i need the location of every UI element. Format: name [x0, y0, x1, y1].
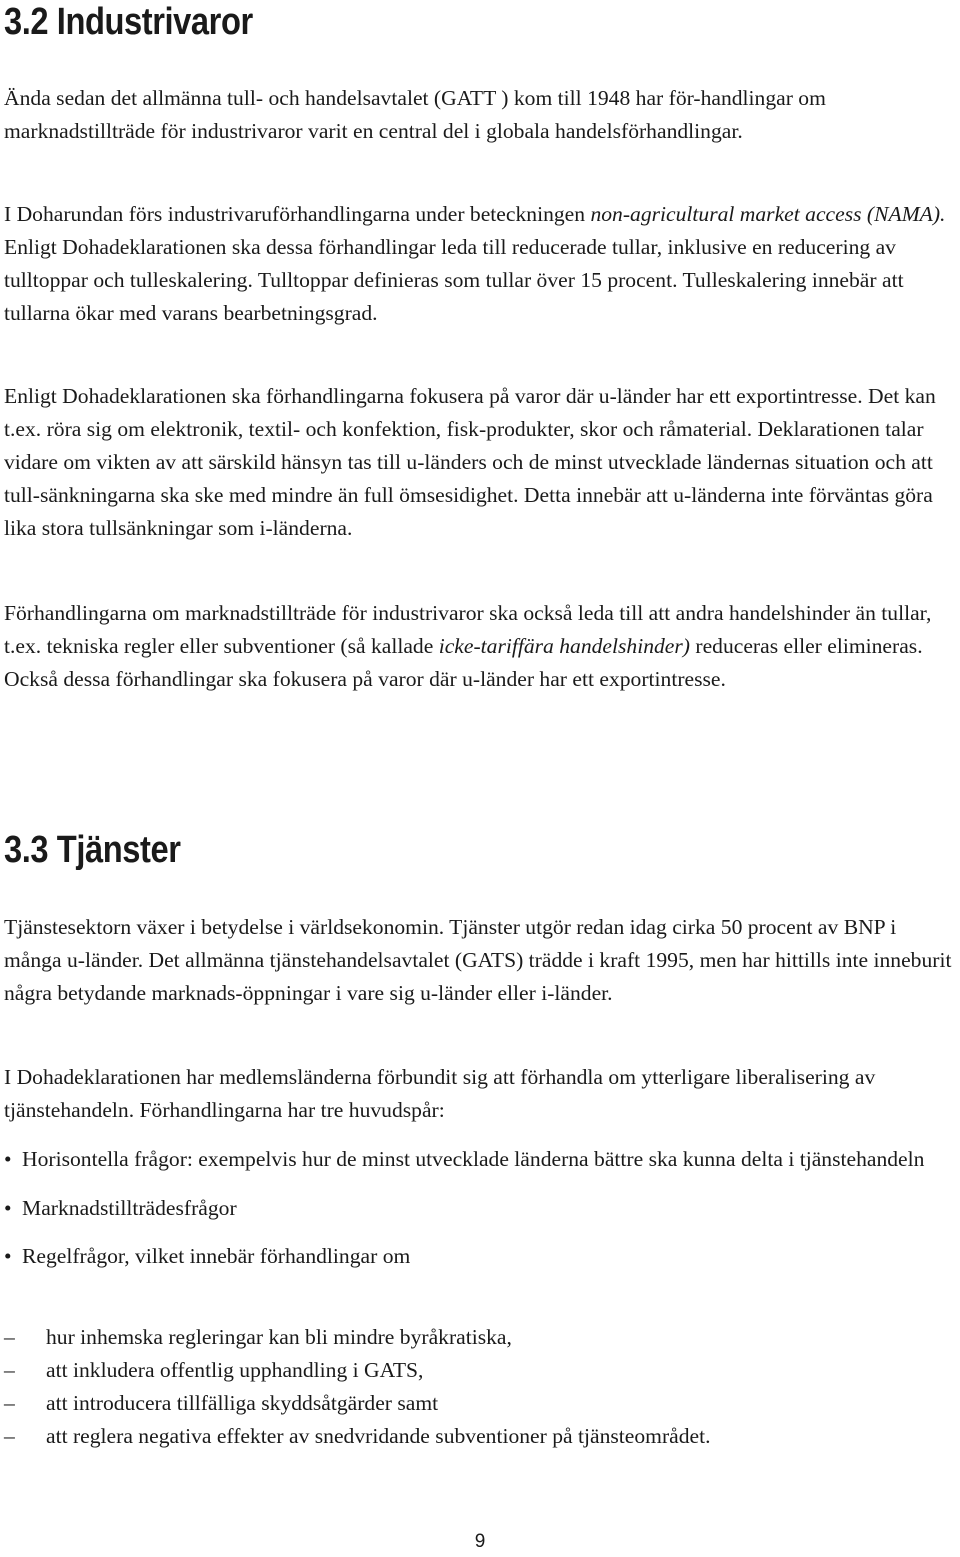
section-heading-industrivaror: 3.2 Industrivaror: [4, 1, 253, 43]
list-item-text: Marknadstillträdesfrågor: [22, 1196, 237, 1220]
sub-list-item-text: hur inhemska regleringar kan bli mindre byråkratiska,: [46, 1325, 512, 1349]
sub-list-item: [4, 1387, 956, 1420]
regulation-sublist: [4, 1321, 956, 1453]
paragraph: [4, 82, 956, 148]
bullet-icon: •: [4, 1244, 12, 1268]
dash-icon: –: [4, 1325, 15, 1349]
italic-term: icke-tariffära handelshinder): [438, 634, 690, 658]
bullet-icon: •: [4, 1196, 12, 1220]
paragraph: [4, 597, 956, 696]
paragraph: [4, 1061, 956, 1127]
paragraph-text: Förhandlingarna om marknadstillträde för industrivaror ska också leda till att andra handelshinder än tullar, t.ex. tekniska regler eller subventioner (så kallade: [4, 601, 932, 658]
paragraph-text: I Dohadeklarationen har medlemsländerna förbundit sig att förhandla om ytterligare liberalisering av tjänstehandeln. Förhandlingarna har tre huvudspår:: [4, 1065, 876, 1122]
sub-list-item-text: att reglera negativa effekter av snedvridande subventioner på tjänsteområdet.: [46, 1424, 711, 1448]
paragraph-text: Enligt Dohadeklarationen ska dessa förhandlingar leda till reducerade tullar, inklusive en reducering av tulltoppar och tulleskalering. Tulltoppar definieras som tullar över 15 procent. Tulleskalering innebär att tullarna ökar med varans bearbetningsgrad.: [4, 235, 904, 325]
main-tracks-list: [4, 1143, 956, 1273]
sub-list-item: [4, 1321, 956, 1354]
sub-list-item-text: att inkludera offentlig upphandling i GATS,: [46, 1358, 424, 1382]
paragraph: [4, 198, 956, 330]
paragraph-text: Enligt Dohadeklarationen ska förhandlingarna fokusera på varor där u-länder har ett exportintresse. Det kan t.ex. röra sig om elektronik, textil- och konfektion, fisk-produkter, skor och råmaterial. Deklarationen talar vidare om vikten av att särskild hänsyn tas till u-länders och de minst utvecklade ländernas situation och att tull-sänkningarna ska ske med mindre än full ömsesidighet. Detta innebär att u-länderna inte förväntas göra lika stora tullsänkningar som i-länderna.: [4, 384, 936, 540]
paragraph: [4, 380, 956, 545]
sub-list-item-text: att introducera tillfälliga skyddsåtgärder samt: [46, 1391, 439, 1415]
list-item-text: Horisontella frågor: exempelvis hur de minst utvecklade länderna bättre ska kunna delta i tjänstehandeln: [22, 1147, 925, 1171]
sub-list-item: [4, 1354, 956, 1387]
section-heading-tjanster: 3.3 Tjänster: [4, 829, 181, 871]
dash-icon: –: [4, 1358, 15, 1382]
paragraph-text: Tjänstesektorn växer i betydelse i världsekonomin. Tjänster utgör redan idag cirka 50 procent av BNP i många u-länder. Det allmänna tjänstehandelsavtalet (GATS) trädde i kraft 1995, men har hittills inte inneburit några betydande marknads-öppningar i vare sig u-länder eller i-länder.: [4, 915, 952, 1005]
list-item: [4, 1240, 956, 1273]
sub-list-item: [4, 1420, 956, 1453]
dash-icon: –: [4, 1391, 15, 1415]
list-item: [4, 1192, 956, 1225]
list-item: [4, 1143, 956, 1176]
paragraph-text: I Doharundan förs industrivaruförhandlingarna under beteckningen: [4, 202, 591, 226]
page-number: 9: [474, 1531, 486, 1552]
paragraph: [4, 911, 956, 1010]
dash-icon: –: [4, 1424, 15, 1448]
list-item-text: Regelfrågor, vilket innebär förhandlingar om: [22, 1244, 411, 1268]
bullet-icon: •: [4, 1147, 12, 1171]
paragraph-text: Ända sedan det allmänna tull- och handelsavtalet (GATT ) kom till 1948 har för-handlingar om marknadstillträde för industrivaror varit en central del i globala handelsförhandlingar.: [4, 86, 826, 143]
italic-term: non-agricultural market access (NAMA).: [590, 202, 946, 226]
paragraph-text: reduceras eller elimineras. Också dessa förhandlingar ska fokusera på varor där u-länder har ett exportintresse.: [4, 634, 923, 691]
